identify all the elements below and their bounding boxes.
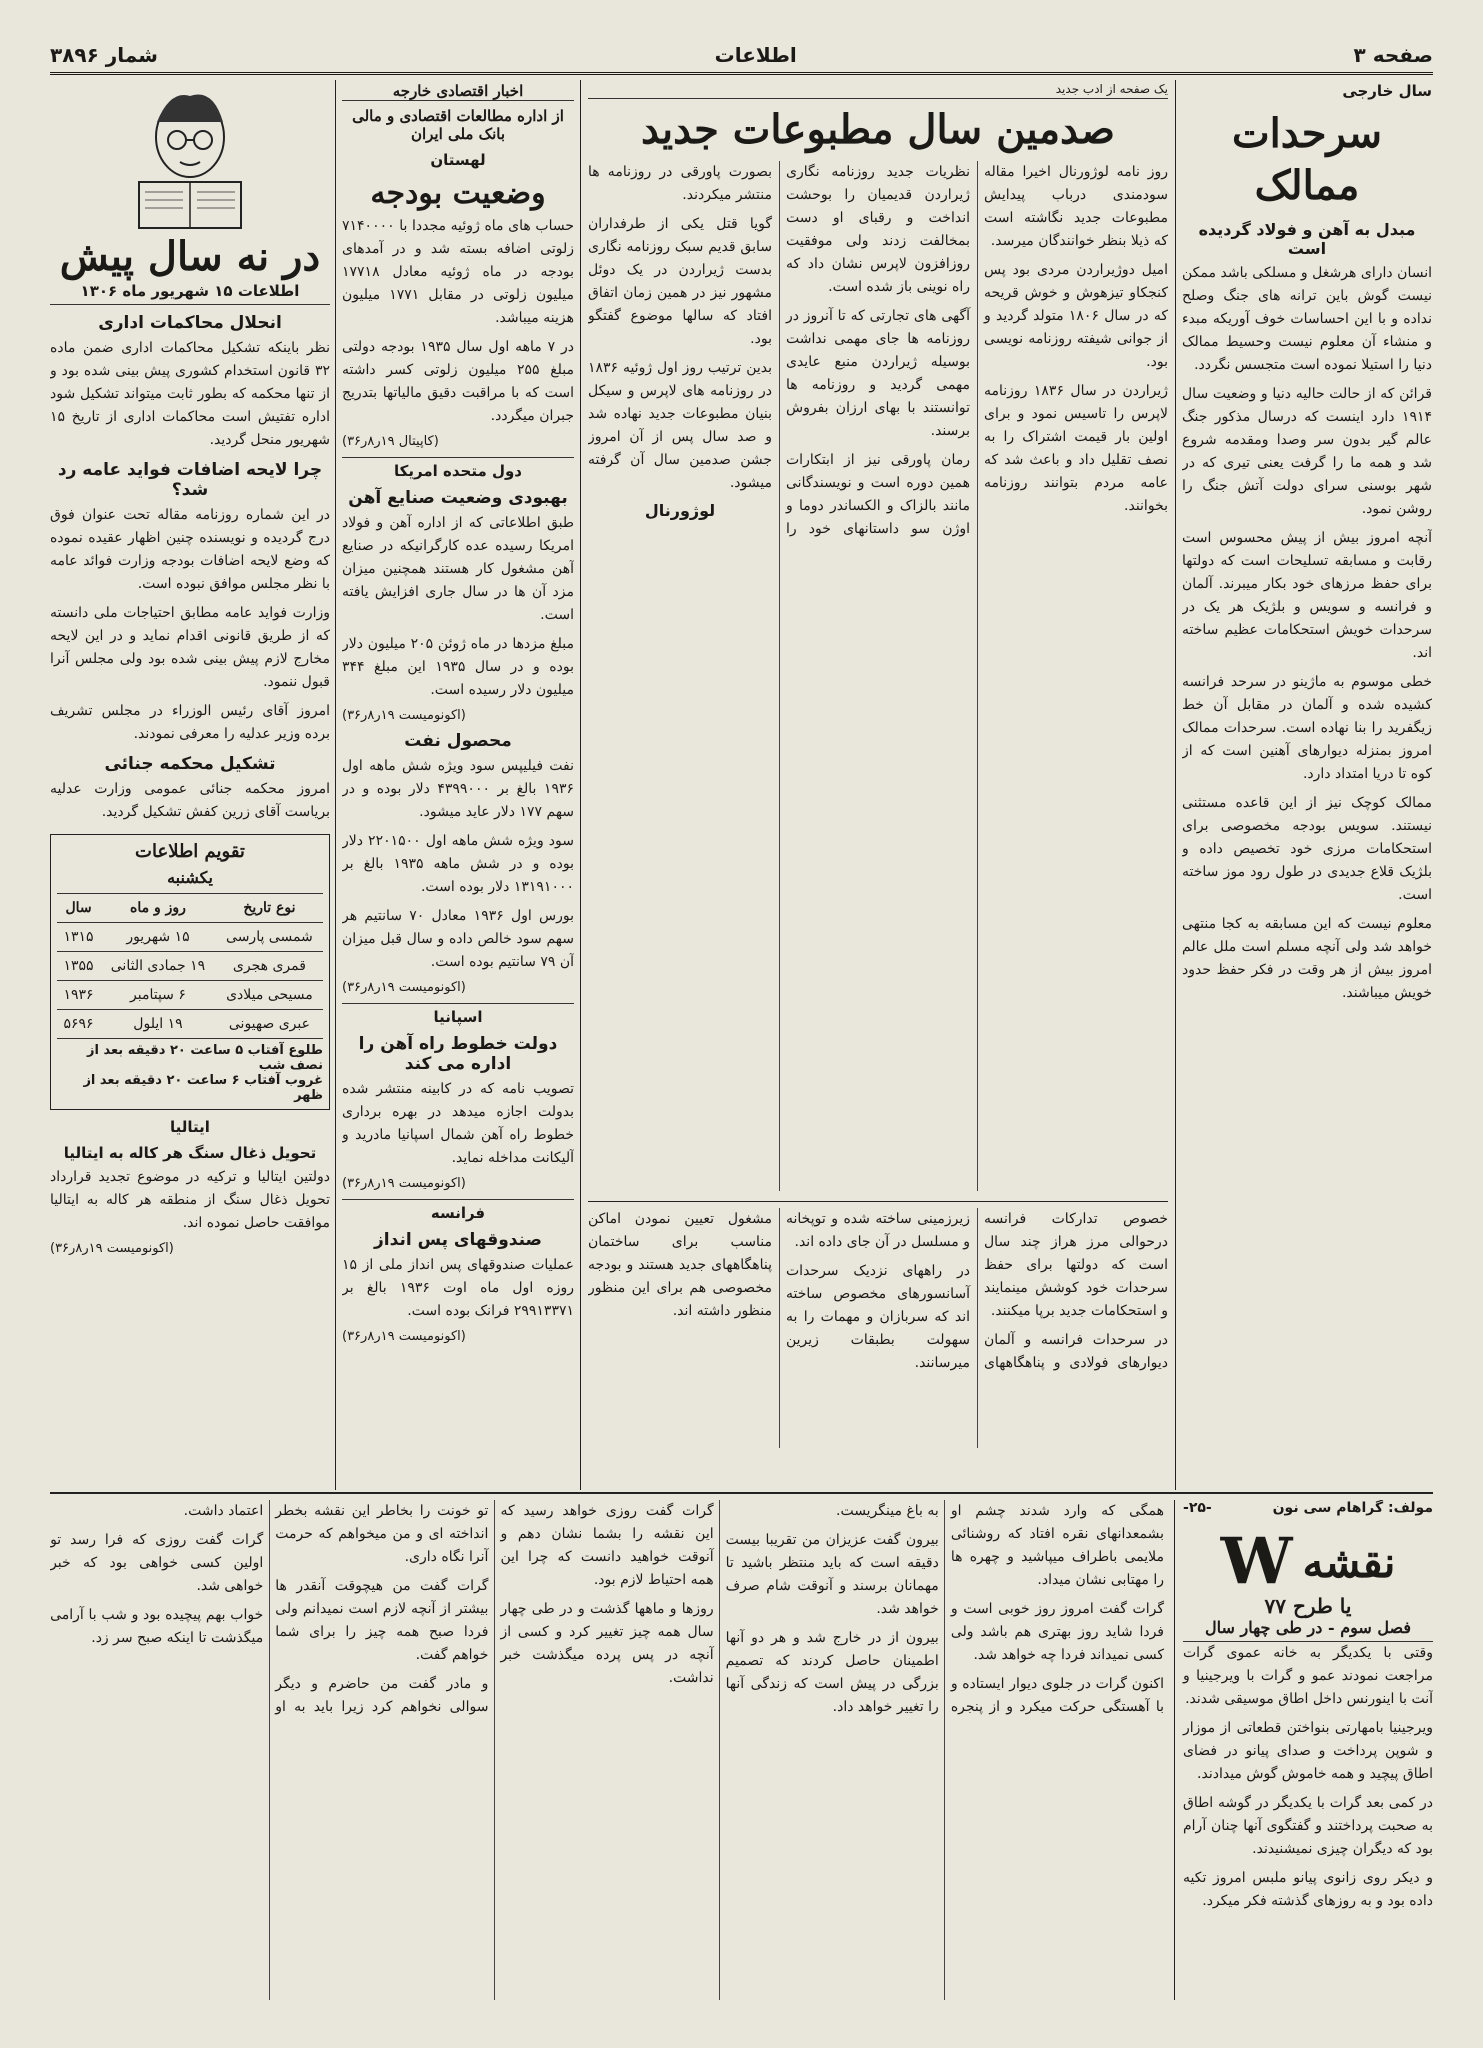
article-paragraph: معلوم نیست که این مسابقه به کجا منتهی خواهد شد ولی آنچه مسلم است ملل عالم امروز بیش از هر وقت در فکر حفظ حدود خویش میباشند.	[1182, 916, 1432, 1001]
serial-title-word: نقشه	[1302, 1537, 1396, 1587]
country-heading: ایتالیا	[170, 1118, 210, 1136]
table-cell: قمری هجری	[216, 952, 323, 981]
serial-header	[1183, 1500, 1433, 1516]
headline: تشکیل محکمه جنائی	[104, 754, 276, 774]
article-paragraph: عملیات صندوقهای پس انداز ملی از ۱۵ روزه اول ماه اوت ۱۹۳۶ بالغ بر ۲۹۹۱۳۳۷۱ فرانک بوده است.	[342, 1257, 574, 1319]
source-ref: (اکونومیست ۱۹ر۸ر۳۶)	[50, 1241, 174, 1256]
calendar-box	[50, 834, 330, 1110]
table-cell: ۱۳۵۵	[57, 952, 100, 981]
headline: صندوقهای پس انداز	[374, 1230, 542, 1250]
article-paragraph: ژیراردن در سال ۱۸۳۶ روزنامه لاپرس را تاسیس نمود و برای اولین بار قیمت اشتراک را به نصف تقلیل داد و باعث شد که عامه مردم بتوانند روزنامه بخوانند.	[984, 383, 1168, 514]
article-body	[588, 161, 1168, 1191]
column-header: روز و ماه	[100, 894, 216, 923]
article-paragraph: مبلغ مزدها در ماه ژوئن ۲۰۵ میلیون دلار بوده و در سال ۱۹۳۵ این مبلغ ۳۴۴ میلیون دلار رسیده است.	[342, 636, 574, 698]
serial-title	[1183, 1524, 1433, 1599]
serial-title-letter: W	[1220, 1524, 1293, 1599]
serial-paragraph: همگی که وارد شدند چشم او بشمعدانهای نقره افتاد که روشنائی ملایمی باطراف میپاشید و چهره ها را مهتابی نشان میداد.	[950, 1503, 1164, 1588]
table-cell: ۱۹۳۶	[57, 981, 100, 1010]
article-paragraph: نفت فیلیپس سود ویژه شش ماهه اول ۱۹۳۶ بالغ بر ۴۳۹۹۰۰۰ دلار بوده و در سهم ۱۷۷ دلار عاید میشود.	[342, 758, 574, 820]
article-paragraph: نظر باینکه تشکیل محاکمات اداری ضمن ماده ۳۲ قانون استخدام کشوری پیش بینی شده بود و از تنها محکمه که بطور ثابت میتواند تشکیل شود اداره تفتیش است محاکمات اداری از تاریخ ۱۵ شهریور منحل گردید.	[50, 340, 330, 448]
serial-paragraph: بیرون گفت عزیزان من تقریبا بیست دقیقه است که باید منتظر باشید تا مهمانان برسند و آنوقت شام صرف خواهد شد.	[725, 1532, 939, 1617]
headline: وضعیت بودجه	[370, 176, 546, 211]
headline: محصول نفت	[404, 731, 512, 751]
headline: انحلال محاکمات اداری	[98, 313, 282, 333]
article-paragraph: خطی موسوم به ماژینو در سرحد فرانسه کشیده شده و آلمان در مقابل آن خط زیگفرید را بنا نهاده است. سرحدات ممالک امروز بمنزله دیوارهای آهنین است که از کوه تا دریا امتداد دارد.	[1182, 674, 1432, 782]
article-paragraph: انسان دارای هرشغل و مسلکی باشد ممکن نیست گوش باین ترانه های جنگ وصلح نداده و با این احساسات خوف آوریکه مبدء و منشاء آن معلوم نیست وحسیط ممالک دنیا را استیلا نموده است متجسس نگردد.	[1182, 265, 1432, 373]
serial-paragraph: ویرجینیا بامهارتی بنواختن قطعاتی از موزار و شوپن پرداخت و صدای پیانو در فضای اطاق پیچید و همه خاموش گوش میدادند.	[1183, 1720, 1433, 1782]
article-paragraph: گویا قتل یکی از طرفداران سابق قدیم سبک روزنامه نگاری بدست ژیراردن در یک دوئل مشهور نیز در همین زمان اتفاق افتاد که سالها موضوع گفتگو بود.	[588, 216, 772, 347]
column-rule	[335, 80, 336, 1490]
portrait-illustration	[125, 82, 255, 232]
table-cell: مسیحی میلادی	[216, 981, 323, 1010]
table-cell: ۱۹ جمادی الثانی	[100, 952, 216, 981]
country-heading: اسپانیا	[342, 1003, 574, 1026]
table-header-row	[57, 894, 323, 923]
calendar-day: یکشنبه	[167, 868, 213, 887]
country-heading: فرانسه	[342, 1199, 574, 1222]
article-paragraph: آنچه امروز بیش از پیش محسوس است رقابت و مسابقه تسلیحات است که دولتها برای حفظ مرزهای خود بکار میبرند. آلمان و فرانسه و سویس و بلژیک هر یک در سرحدات خویش استحکامات عظیم ساخته اند.	[1182, 530, 1432, 661]
serial-paragraph: در کمی بعد گرات با یکدیگر در گوشه اطاق به صحبت پرداختند و گفتگوی آنها چنان آرام بود که دیگران چیزی نمیشنیدند.	[1183, 1795, 1433, 1857]
headline: بهبودی وضعیت صنایع آهن	[348, 488, 568, 508]
article-paragraph: در ۷ ماهه اول سال ۱۹۳۵ بودجه دولتی مبلغ ۲۵۵ میلیون زلوتی کسر داشته است که با مراقبت دقیق مالیاتها بتدریج جبران میگردد.	[342, 339, 574, 424]
masthead	[50, 38, 1433, 75]
article-paragraph: در این شماره روزنامه مقاله تحت عنوان فوق درج گردیده و نویسنده چنین اظهار عقیده نموده که وضع لایحه اضافات بودجه وزارت فوائد عامه با نظر مجلس موافق نبوده است.	[50, 507, 330, 592]
serial-author: مولف: گراهام سی نون	[1272, 1500, 1433, 1516]
column-header: نوع تاریخ	[216, 894, 323, 923]
serial-page-number: -۲۵-	[1183, 1500, 1212, 1516]
serial-paragraph: گرات گفت من هیچوقت آنقدر ها بیشتر از آنچه لازم است نمیدانم ولی فردا صبح همه چیز را برای شما خواهم گفت.	[275, 1578, 489, 1663]
serial-title-block	[1174, 1500, 1433, 2000]
column-date: اطلاعات ۱۵ شهریور ماه ۱۳۰۶	[50, 282, 330, 305]
serial-paragraph: و دیکر روی زانوی پیانو ملبس امروز تکیه داده بود و به روزهای گذشته فکر میکرد.	[1183, 1870, 1433, 1909]
serial-paragraph: خواب بهم پیچیده بود و شب با آرامی میگذشت تا اینکه صبح سر زد.	[50, 1607, 264, 1646]
economic-news-column	[342, 82, 574, 1487]
article-paragraph: وزارت فواید عامه مطابق احتیاجات ملی دانسته که از طریق قانونی اقدام نماید و در این لایحه مخارج لازم پیش بینی شده بود ولی مجلس آنرا قبول ننمود.	[50, 605, 330, 690]
article-paragraph: مشغول تعیین نمودن اماکن مناسب برای ساختمان پناهگاههای جدید هستند و بودجه مخصوصی هم برای این منظور منظور داشته اند.	[588, 1211, 772, 1319]
table-row	[57, 1010, 323, 1039]
serial-subtitle: یا طرح ۷۷	[1264, 1594, 1352, 1618]
headline: دولت خطوط راه آهن را اداره می کند	[358, 1034, 558, 1074]
issue-number: شمار ۳۸۹۶	[50, 43, 158, 67]
article-paragraph: بدین ترتیب روز اول ژوئیه ۱۸۳۶ در روزنامه های لاپرس و سیکل بنیان مطبوعات جدید نهاده شد و صد سال پس از آن امروز جشن صدمین سال آن گرفته میشود.	[588, 360, 772, 491]
country-heading: لهستان	[430, 151, 486, 169]
article-paragraph: امروز آقای رئیس الوزراء در مجلس تشریف برده وزیر عدلیه را معرفی نمودند.	[50, 703, 330, 742]
serial-layout	[50, 1500, 1433, 2000]
headline: تحویل ذغال سنگ هر کاله به ایتالیا	[63, 1144, 317, 1162]
source-ref: (اکونومیست ۱۹ر۸ر۳۶)	[342, 980, 466, 995]
serial-paragraph: تو خونت را بخاطر این نقشه بخطر انداخته ای و من میخواهم که حرمت آنرا نگاه داری.	[275, 1503, 489, 1565]
article-title: صدمین سال مطبوعات جدید	[641, 106, 1115, 153]
article-continuation	[588, 1201, 1168, 1448]
serial-paragraph: وقتی با یکدیگر به خانه عموی گرات مراجعت نمودند عمو و گرات با ویرجینیا و آنت با اینورنس داخل اطاق موسیقی شدند.	[1183, 1645, 1433, 1707]
table-cell: شمسی پارسی	[216, 923, 323, 952]
table-cell: عبری صهیونی	[216, 1010, 323, 1039]
column-header: سال	[57, 894, 100, 923]
article-paragraph: حساب های ماه ژوئیه مجددا با ۷۱۴۰۰۰۰ زلوتی اضافه بسته شد و در آمدهای بودجه در ماه ژوئیه معادل ۱۷۷۱۸ میلیون زلوتی در مقابل ۱۷۷۱ میلیون هزینه میباشد.	[342, 218, 574, 326]
country-heading: دول متحده امریکا	[342, 457, 574, 480]
press-centenary-column	[588, 82, 1168, 1487]
source-line: از اداره مطالعات اقتصادی و مالی بانک ملی ایران	[352, 107, 564, 143]
section-kicker: یک صفحه از ادب جدید	[588, 82, 1168, 99]
section-title: اخبار اقتصادی خارجه	[342, 82, 574, 101]
article-paragraph: آگهی های تجارتی که تا آنروز در روزنامه ها جای مهمی نداشت بوسیله ژیراردن منبع عایدی مهمی گردید و روزنامه ها توانستند با بهای ارزان بفروش برسند.	[786, 308, 970, 439]
article-paragraph: ممالک کوچک نیز از این قاعده مستثنی نیستند. سویس بودجه مخصوصی برای استحکامات مرزی خود تخصیص داده و بلژیک قلاع جدیدی در طول رود موز ساخته است.	[1182, 795, 1432, 903]
serial-paragraph: گرات گفت روزی خواهد رسید که این نقشه را بشما نشان دهم و آنوقت خواهید دانست که چرا این همه احتیاط لازم بود.	[500, 1503, 714, 1588]
nine-years-ago-column	[50, 82, 330, 1487]
source-ref: (اکونومیست ۱۹ر۸ر۳۶)	[342, 1176, 466, 1191]
column-title: در نه سال پیش	[59, 233, 321, 280]
paper-name: اطلاعات	[714, 43, 797, 67]
serial-text-columns	[50, 1500, 1174, 2000]
article-paragraph: امیل دوژیراردن مردی بود پس کنجکاو تیزهوش و خوش قریحه که در سال ۱۸۰۶ متولد گردید و از جوانی شیفته روزنامه نویسی بود.	[984, 262, 1168, 370]
foreign-news-column	[1182, 82, 1432, 1487]
article-paragraph: در سرحدات فرانسه و آلمان دیوارهای فولادی و پناهگاههای زیرزمینی ساخته شده و توپخانه و مسلسل در آن جای داده اند.	[786, 1211, 1168, 1371]
headline: چرا لایحه اضافات فواید عامه رد شد؟	[57, 460, 323, 500]
article-paragraph: نظریات جدید روزنامه نگاری ژیراردن قدیمیان را بوحشت انداخت و رقبای او دست بمخالفت زدند ولی موفقیت روزافزون لاپرس نشان داد که راه نوینی باز شده است.	[786, 164, 970, 295]
article-paragraph: روز نامه لوژورنال اخیرا مقاله سودمندی درباب پیدایش مطبوعات جدید نگاشته است که ذیلا بنظر خوانندگان میرسد.	[984, 164, 1168, 249]
serial-paragraph: بیرون از در خارج شد و هر دو آنها اطمینان حاصل کردند که تصمیم بزرگی در پیش است که زندگی آنها را تغییر خواهد داد.	[725, 1630, 939, 1715]
page-number: صفحه ۳	[1353, 43, 1433, 67]
section-kicker: سال خارجی	[1342, 82, 1432, 100]
article-paragraph: دولتین ایتالیا و ترکیه در موضوع تجدید قرارداد تحویل ذغال سنگ از منطقه هر کاله به ایتالیا موافقت حاصل نموده اند.	[50, 1169, 330, 1231]
serial-paragraph: و مادر گفت من حاضرم و دیگر سوالی نخواهم کرد زیرا باید به او اعتماد داشت.	[183, 1503, 489, 1715]
serial-paragraph: روزها و ماهها گذشت و در طی چهار سال همه چیز تغییر کرد و کسی از آنچه در پس پرده میگذشت خبر نداشت.	[500, 1601, 714, 1686]
column-rule	[580, 80, 581, 1490]
article-paragraph: در راههای نزدیک سرحدات آسانسورهای مخصوص ساخته اند که سربازان و مهمات را به سهولت بطبقات زیرین میرسانند.	[786, 1263, 970, 1371]
sunset-time: غروب آفتاب ۶ ساعت ۲۰ دقیقه بعد از ظهر	[83, 1073, 323, 1103]
serial-paragraph: اکنون گرات در جلوی دیوار ایستاده و با آهستگی حرکت میکرد و از پنجره به باغ مینگریست.	[836, 1503, 1164, 1715]
table-cell: ۵۶۹۶	[57, 1010, 100, 1039]
serial-paragraph: گرات گفت امروز روز خوبی است و فردا شاید روز بهتری هم باشد ولی کسی نمیداند فردا چه خواهد شد.	[950, 1601, 1164, 1663]
section-rule	[50, 1492, 1433, 1494]
source-ref: (اکونومیست ۱۹ر۸ر۳۶)	[342, 708, 466, 723]
table-row	[57, 952, 323, 981]
column-rule	[1175, 80, 1176, 1490]
article-paragraph: سود ویژه شش ماهه اول ۲۲۰۱۵۰۰ دلار بوده و در شش ماهه ۱۹۳۵ بالغ بر ۱۳۱۹۱۰۰۰ دلار بوده است.	[342, 833, 574, 895]
serial-chapter: فصل سوم - در طی چهار سال	[1183, 1618, 1433, 1642]
article-paragraph: قرائن که از حالت حالیه دنیا و وضعیت سال ۱۹۱۴ دارد اینست که درسال مذکور جنگ عالم گیر بدون سر وصدا ومقدمه شروع شد و همه ما را گرفت یعنی تیری که در شهر بوسنی سرای دولت آتش جنگ را روشن نمود.	[1182, 386, 1432, 517]
calendar-table	[57, 893, 323, 1038]
article-paragraph: امروز محکمه جنائی عمومی وزارت عدلیه بریاست آقای زرین کفش تشکیل گردید.	[50, 781, 330, 820]
table-row	[57, 981, 323, 1010]
article-paragraph: رمان پاورقی نیز از ابتکارات همین دوره است و نویسندگانی مانند بالزاک و الکساندر دوما و اوژن سو داستانهای خود را بصورت پاورقی در روزنامه ها منتشر میکردند.	[588, 164, 970, 537]
table-row	[57, 923, 323, 952]
portrait-area	[50, 82, 330, 232]
table-cell: ۱۵ شهریور	[100, 923, 216, 952]
table-cell: ۱۹ ایلول	[100, 1010, 216, 1039]
serial-paragraph: گرات گفت روزی که فرا رسد تو اولین کسی خواهی بود که خبر خواهی شد.	[50, 1532, 264, 1594]
article-paragraph: تصویب نامه که در کابینه منتشر شده بدولت اجازه میدهد در بهره برداری خطوط راه آهن شمال اسپانیا مادرید و آلیکانت مداخله نماید.	[342, 1081, 574, 1166]
article-paragraph: طبق اطلاعاتی که از اداره آهن و فولاد امریکا رسیده عده کارگرانیکه در صنایع آهن مشغول کار هستند همچنین میزان مزد آن ها در سال جاری افزایش یافته است.	[342, 515, 574, 623]
serial-novel-section	[50, 1500, 1433, 2000]
sunrise-time: طلوع آفتاب ۵ ساعت ۲۰ دقیقه بعد از نصف شب	[57, 1038, 323, 1073]
article-paragraph: بورس اول ۱۹۳۶ معادل ۷۰ سانتیم هر سهم سود خالص داده و سال قبل میزان آن ۷۹ سانتیم بوده است.	[342, 908, 574, 970]
article-paragraph: خصوص تدارکات فرانسه درحوالی مرز هراز چند سال است که دولتها برای حفظ سرحدات خود کوشش مینمایند و استحکامات جدید برپا میکنند.	[984, 1211, 1168, 1319]
table-cell: ۶ سپتامبر	[100, 981, 216, 1010]
article-signature: لوژورنال	[644, 501, 716, 520]
table-cell: ۱۳۱۵	[57, 923, 100, 952]
source-ref: (اکونومیست ۱۹ر۸ر۳۶)	[342, 1329, 466, 1344]
article-subtitle: مبدل به آهن و فولاد گردیده است	[1198, 220, 1416, 258]
calendar-title: تقویم اطلاعات	[135, 841, 245, 862]
article-title: سرحدات ممالک	[1231, 110, 1383, 209]
source-ref: (کاپیتال ۱۹ر۸ر۳۶)	[342, 434, 439, 449]
